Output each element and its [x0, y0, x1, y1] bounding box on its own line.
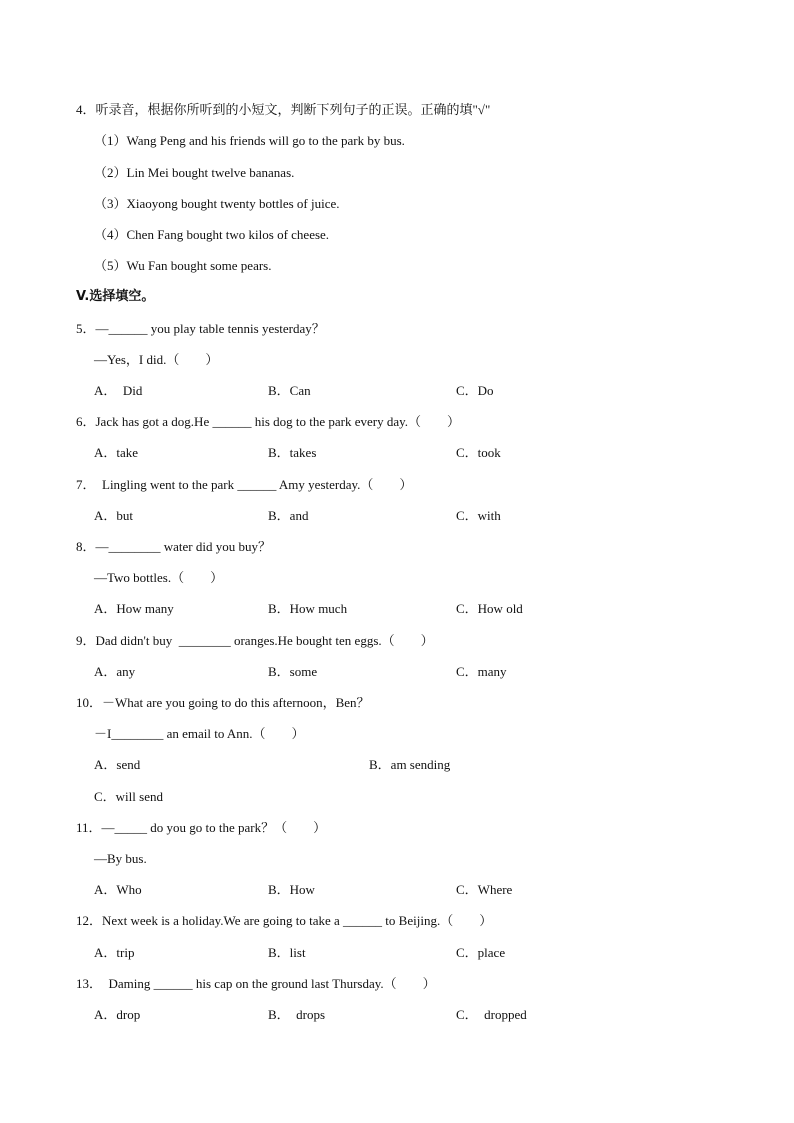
option-c[interactable]: C．place	[456, 945, 506, 960]
option-c[interactable]: C．Do	[456, 383, 494, 398]
option-c[interactable]: C．with	[456, 508, 501, 523]
option-b[interactable]: B．am sending	[369, 757, 451, 772]
section-heading: V.选择填空。	[76, 289, 155, 304]
option-c[interactable]: C．Where	[456, 882, 513, 897]
question-4-title: 4．听录音，根据你所听到的小短文，判断下列句子的正误。正确的填"√"	[76, 102, 491, 117]
question-stem: 13． Daming ______ his cap on the ground last Thursday.（ ）	[76, 976, 436, 991]
option-b[interactable]: B．How much	[268, 601, 348, 616]
question-stem: 9．Dad didn't buy ________ oranges.He bought ten eggs.（ ）	[76, 633, 434, 648]
option-a[interactable]: A．but	[94, 508, 134, 523]
option-b[interactable]: B．list	[268, 945, 306, 960]
option-c[interactable]: C． dropped	[456, 1007, 527, 1022]
option-a[interactable]: A．drop	[94, 1007, 141, 1022]
option-a[interactable]: A． Did	[94, 383, 143, 398]
option-c[interactable]: C．How old	[456, 601, 523, 616]
option-a[interactable]: A．trip	[94, 945, 135, 960]
option-b[interactable]: B．How	[268, 882, 315, 897]
option-a[interactable]: A．Who	[94, 882, 142, 897]
option-c[interactable]: C．many	[456, 664, 507, 679]
question-sub-line: —Yes，I did.（ ）	[94, 352, 219, 367]
option-b[interactable]: B．some	[268, 664, 318, 679]
question-stem: 12．Next week is a holiday.We are going to take a ______ to Beijing.（ ）	[76, 913, 493, 928]
question-stem: 5．—______ you play table tennis yesterday？	[76, 321, 325, 336]
option-b[interactable]: B．takes	[268, 445, 317, 460]
option-c[interactable]: C．took	[456, 445, 501, 460]
question-stem: 8．—________ water did you buy？	[76, 539, 271, 554]
option-a[interactable]: A．send	[94, 757, 141, 772]
question-sub-line: —By bus.	[94, 851, 147, 866]
question-stem: 11．—_____ do you go to the park？（ ）	[76, 820, 327, 835]
option-a[interactable]: A．How many	[94, 601, 174, 616]
option-a[interactable]: A．any	[94, 664, 136, 679]
option-a[interactable]: A．take	[94, 445, 139, 460]
question-stem: 6．Jack has got a dog.He ______ his dog to the park every day.（ ）	[76, 414, 461, 429]
q4-item-1: （1）Wang Peng and his friends will go to the park by bus.	[94, 133, 405, 148]
option-b[interactable]: B． drops	[268, 1007, 326, 1022]
question-sub-line: －I________ an email to Ann.（ ）	[94, 726, 305, 741]
q4-item-3: （3）Xiaoyong bought twenty bottles of juice.	[94, 196, 340, 211]
option-b[interactable]: B．and	[268, 508, 309, 523]
option-c[interactable]: C．will send	[94, 789, 163, 804]
q4-item-2: （2）Lin Mei bought twelve bananas.	[94, 165, 295, 180]
question-sub-line: —Two bottles.（ ）	[94, 570, 224, 585]
q4-item-4: （4）Chen Fang bought two kilos of cheese.	[94, 227, 330, 242]
question-stem: 7． Lingling went to the park ______ Amy yesterday.（ ）	[76, 477, 413, 492]
q4-item-5: （5）Wu Fan bought some pears.	[94, 258, 272, 273]
option-b[interactable]: B．Can	[268, 383, 311, 398]
question-stem: 10．－What are you going to do this afternoon，Ben？	[76, 695, 370, 710]
